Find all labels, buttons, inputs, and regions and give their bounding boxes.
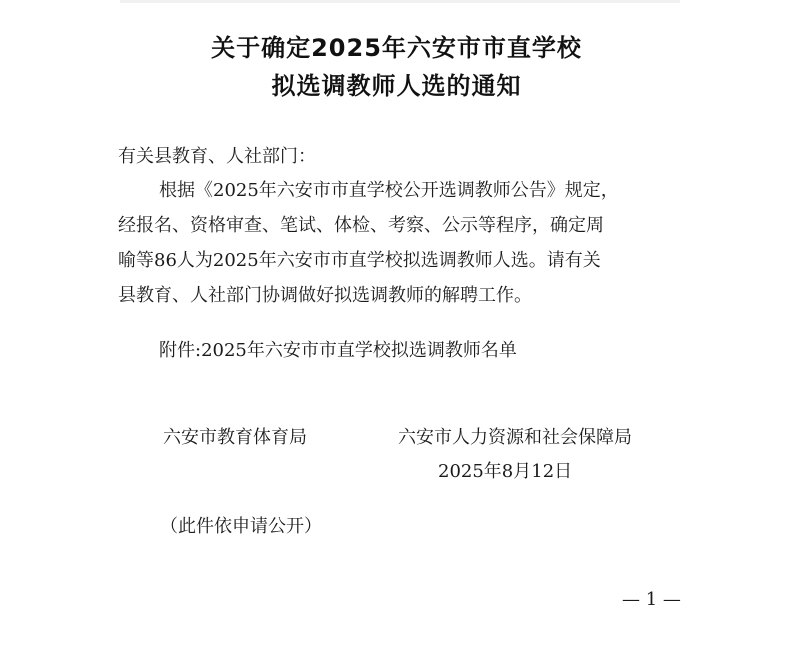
- attachment-line: 附件:2025年六安市市直学校拟选调教师名单: [159, 340, 517, 361]
- body-paragraph-line-4: 县教育、人社部门协调做好拟选调教师的解聘工作。: [118, 285, 532, 306]
- disclosure-note: （此件依申请公开）: [160, 516, 322, 537]
- document-title-line-1: 关于确定2025年六安市市直学校: [211, 34, 582, 62]
- salutation: 有关县教育、人社部门：: [118, 146, 316, 167]
- body-paragraph-line-2: 经报名、资格审查、笔试、体检、考察、公示等程序，确定周: [118, 215, 604, 236]
- issuing-authority-hr: 六安市人力资源和社会保障局: [398, 427, 632, 448]
- body-paragraph-line-1: 根据《2025年六安市市直学校公开选调教师公告》规定，: [159, 180, 619, 201]
- page-number: — 1 —: [622, 589, 681, 610]
- issuing-authority-education: 六安市教育体育局: [163, 427, 307, 448]
- top-divider: [120, 0, 680, 3]
- body-paragraph-line-3: 喻等86人为2025年六安市市直学校拟选调教师人选。请有关: [118, 250, 601, 271]
- issue-date: 2025年8月12日: [438, 461, 573, 482]
- document-title-line-2: 拟选调教师人选的通知: [271, 72, 522, 100]
